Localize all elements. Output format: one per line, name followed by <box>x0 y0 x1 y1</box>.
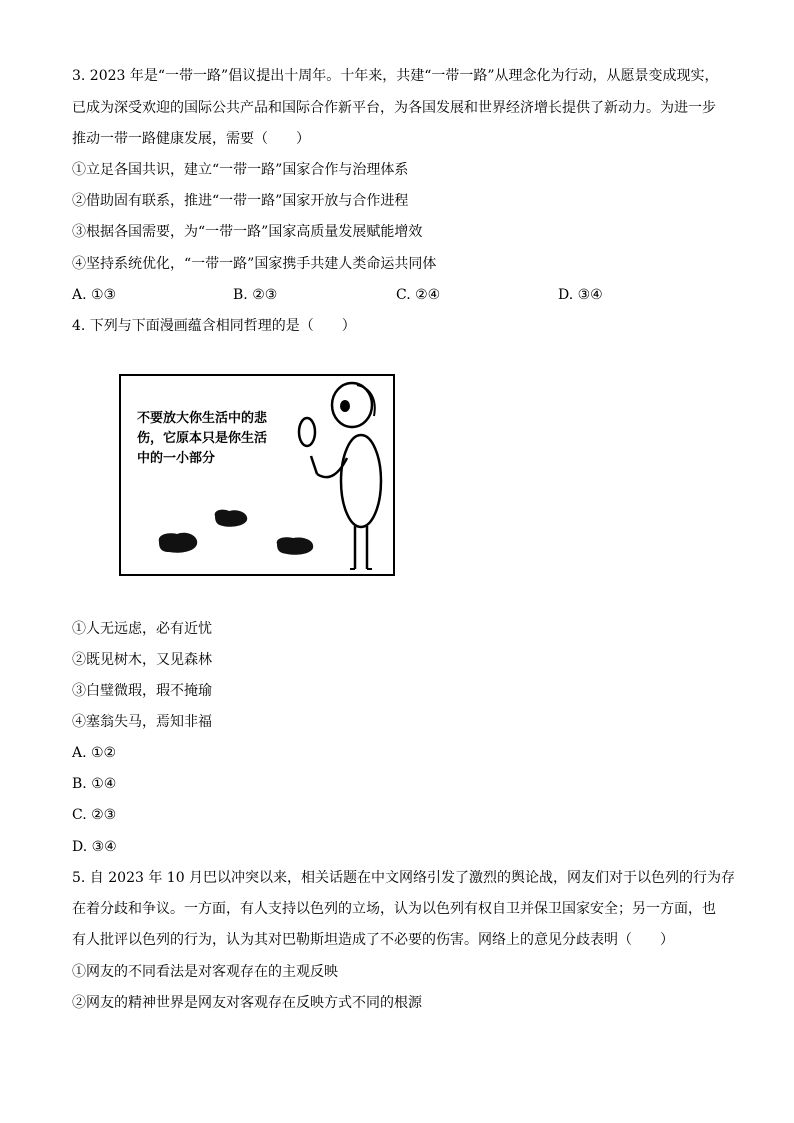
q3-option-c[interactable]: C. ②④ <box>396 287 441 303</box>
comic-caption-line-2: 伤，它原本只是你生活 <box>137 431 268 446</box>
q4-option-c[interactable]: C. ②③ <box>72 807 117 823</box>
comic-illustration <box>119 374 395 576</box>
q3-option-d[interactable]: D. ③④ <box>558 287 603 303</box>
q3-statement-2: ②借助固有联系，推进“一带一路”国家开放与合作进程 <box>72 193 409 209</box>
q3-stem-line-3: 推动一带一路健康发展，需要（ ） <box>72 131 310 147</box>
q4-option-d[interactable]: D. ③④ <box>72 839 117 855</box>
q5-stem-line-2: 在着分歧和争议。一方面，有人支持以色列的立场，认为以色列有权自卫并保卫国家安全；另一方面，也 <box>72 901 716 917</box>
shadow-blob-right <box>277 537 313 555</box>
q3-option-b[interactable]: B. ②③ <box>233 287 278 303</box>
q3-stem-line-1: 3. 2023 年是“一带一路”倡议提出十周年。十年来，共建“一带一路”从理念化为行动，从愿景变成现实， <box>72 68 719 84</box>
comic-drawing <box>121 376 393 574</box>
shadow-blob-left <box>159 533 197 553</box>
q4-statement-4: ④塞翁失马，焉知非福 <box>72 714 212 730</box>
q5-statement-2: ②网友的精神世界是网友对客观存在反映方式不同的根源 <box>72 995 422 1011</box>
q5-stem-line-1: 5. 自 2023 年 10 月巴以冲突以来，相关话题在中文网络引发了激烈的舆论战，网友们对于以色列的行为存 <box>72 870 736 886</box>
q5-statement-1: ①网友的不同看法是对客观存在的主观反映 <box>72 964 338 980</box>
q4-option-b[interactable]: B. ①④ <box>72 776 117 792</box>
q4-statement-3: ③白璧微瑕，瑕不掩瑜 <box>72 683 212 699</box>
q3-stem-line-2: 已成为深受欢迎的国际公共产品和国际合作新平台，为各国发展和世界经济增长提供了新动力。为进一步 <box>72 100 716 116</box>
q4-statement-1: ①人无远虑，必有近忧 <box>72 621 212 637</box>
shadow-blob-middle <box>215 510 248 527</box>
figure-body <box>341 435 381 527</box>
comic-caption-line-3: 中的一小部分 <box>137 451 216 466</box>
q4-option-a[interactable]: A. ①② <box>72 745 117 761</box>
q3-statement-4: ④坚持系统优化，“一带一路”国家携手共建人类命运共同体 <box>72 256 437 272</box>
q5-stem-line-3: 有人批评以色列的行为，认为其对巴勒斯坦造成了不必要的伤害。网络上的意见分歧表明（ ） <box>72 932 674 948</box>
figure-eye <box>340 400 350 412</box>
magnifier-glass-icon <box>299 418 315 446</box>
q3-option-a[interactable]: A. ①③ <box>72 287 117 303</box>
q3-statement-3: ③根据各国需要，为“一带一路”国家高质量发展赋能增效 <box>72 224 423 240</box>
comic-caption-line-1: 不要放大你生活中的悲 <box>137 411 268 426</box>
magnifier-handle <box>311 456 317 474</box>
q4-stem: 4. 下列与下面漫画蕴含相同哲理的是（ ） <box>72 318 356 334</box>
q4-statement-2: ②既见树木，又见森林 <box>72 652 212 668</box>
q3-statement-1: ①立足各国共识，建立“一带一路”国家合作与治理体系 <box>72 162 409 178</box>
